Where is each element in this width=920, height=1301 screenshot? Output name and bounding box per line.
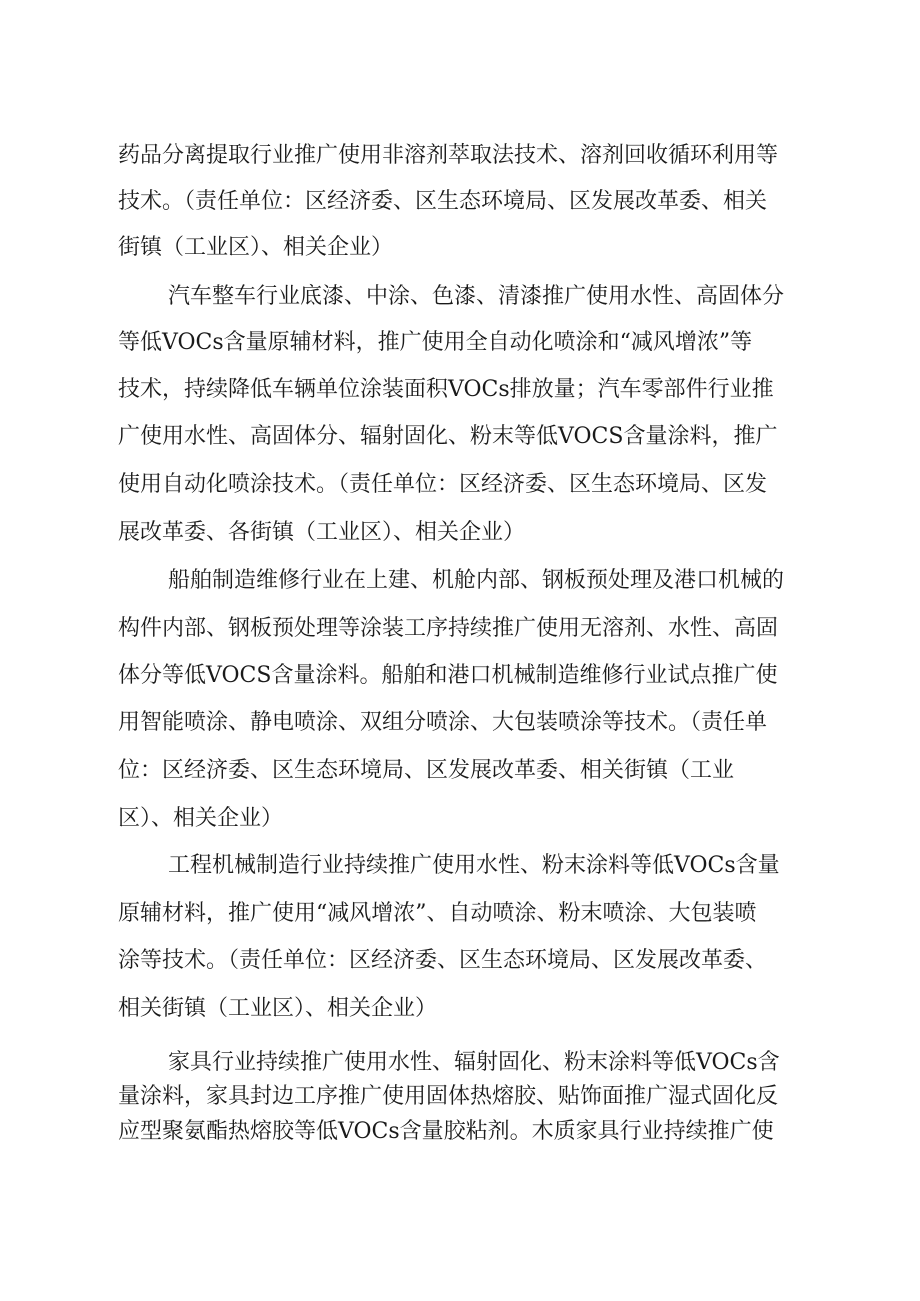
paragraph-line: 等低VOCs含量原辅材料，推广使用全自动化喷涂和“减风增浓”等: [118, 330, 753, 355]
paragraph-line: 体分等低VOCS含量涂料。船舶和港口机械制造维修行业试点推广使: [118, 663, 778, 688]
paragraph-line: 涂等技术。（责任单位：区经济委、区生态环境局、区发展改革委、: [118, 948, 768, 973]
paragraph-line: 使用自动化喷涂技术。（责任单位：区经济委、区生态环境局、区发: [118, 472, 768, 497]
paragraph-line: 技术。（责任单位：区经济委、区生态环境局、区发展改革委、相关: [118, 189, 768, 214]
paragraph-line: 量涂料，家具封边工序推广使用固体热熔胶、贴饰面推广湿式固化反: [118, 1084, 779, 1109]
paragraph-line: 技术，持续降低车辆单位涂装面积VOCs排放量；汽车零部件行业推: [118, 377, 774, 402]
paragraph-line: 街镇（工业区）、相关企业）: [118, 235, 394, 260]
paragraph-line: 工程机械制造行业持续推广使用水性、粉末涂料等低VOCs含量: [168, 853, 780, 878]
paragraph-line: 应型聚氨酯热熔胶等低VOCs含量胶粘剂。木质家具行业持续推广使: [118, 1119, 774, 1144]
paragraph-line: 区）、相关企业）: [118, 806, 284, 831]
paragraph-line: 广使用水性、高固体分、辐射固化、粉末等低VOCS含量涂料，推广: [118, 424, 778, 449]
paragraph-line: 构件内部、钢板预处理等涂装工序持续推广使用无溶剂、水性、高固: [118, 616, 779, 641]
paragraph-line: 原辅材料，推广使用“减风增浓”、自动喷涂、粉末喷涂、大包装喷: [118, 901, 757, 926]
paragraph-line: 汽车整车行业底漆、中涂、色漆、清漆推广使用水性、高固体分: [168, 284, 785, 309]
paragraph-line: 药品分离提取行业推广使用非溶剂萃取法技术、溶剂回收循环利用等: [118, 143, 779, 168]
paragraph-line: 展改革委、各街镇（工业区）、相关企业）: [118, 520, 526, 545]
paragraph-line: 家具行业持续推广使用水性、辐射固化、粉末涂料等低VOCs含: [168, 1050, 780, 1075]
paragraph-line: 用智能喷涂、静电喷涂、双组分喷涂、大包装喷涂等技术。（责任单: [118, 710, 768, 735]
paragraph-line: 相关街镇（工业区）、相关企业）: [118, 996, 438, 1021]
paragraph-line: 船舶制造维修行业在上建、机舱内部、钢板预处理及港口机械的: [168, 568, 785, 593]
paragraph-line: 位：区经济委、区生态环境局、区发展改革委、相关街镇（工业: [118, 758, 735, 783]
